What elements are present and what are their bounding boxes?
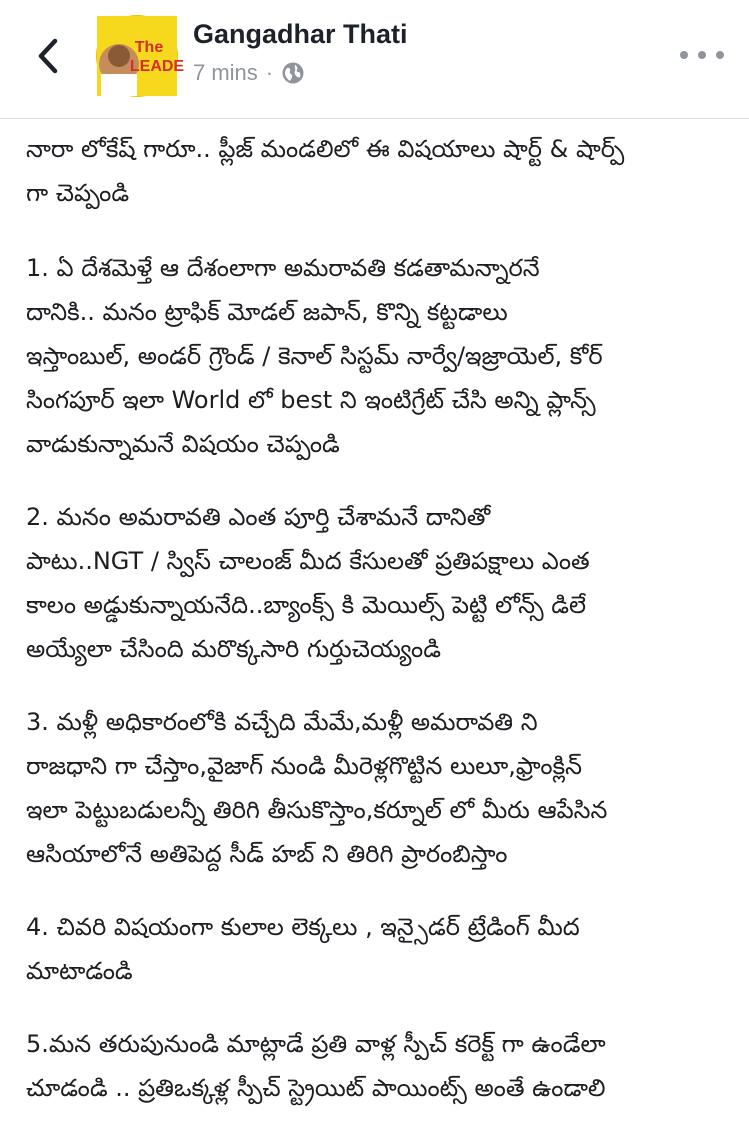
author-name[interactable]: Gangadhar Thati <box>193 19 408 49</box>
post-point-2 <box>26 495 738 671</box>
post-point-4 <box>26 905 738 993</box>
back-button[interactable] <box>30 36 66 76</box>
svg-text:The: The <box>134 39 164 56</box>
post-line: రాజధాని గా చేస్తాం,వైజాగ్ నుండి మీరెళ్లగొట్టిన లులూ,ఫ్రాంక్లిన్ <box>26 752 582 780</box>
post-line: ఆసియాలోనే అతిపెద్ద సీడ్ హబ్ ని తిరిగి ప్రారంబిస్తాం <box>26 840 508 868</box>
post-line: అయ్యేలా చేసింది మరొక్కసారి గుర్తుచెయ్యండి <box>26 635 441 663</box>
avatar[interactable] <box>96 15 185 97</box>
more-horizontal-icon <box>680 51 688 59</box>
post-point-3 <box>26 700 738 876</box>
post-line: కాలం అడ్డుకున్నాయనేది..బ్యాంక్స్ కి మెయిల్స్ పెట్టి లోన్స్ డిలే <box>26 591 587 619</box>
more-options-button[interactable] <box>680 40 724 70</box>
post-point-5 <box>26 1022 738 1110</box>
post-intro <box>26 127 738 215</box>
post-line: ఇలా పెట్టుబడులన్నీ తిరిగి తీసుకొస్తాం,కర్నూల్ లో మీరు ఆపేసిన <box>26 796 608 824</box>
chevron-left-icon <box>37 38 59 74</box>
post-line: 1. ఏ దేశమెళ్తే ఆ దేశంలాగా అమరావతి కడతామన్నారనే <box>26 254 540 282</box>
post-line: 3. మళ్లీ అధికారంలోకి వచ్చేది మేమే,మళ్లీ అమరావతి ని <box>26 708 538 736</box>
post-line: మాటాడండి <box>26 957 133 985</box>
meta-separator: · <box>265 60 274 85</box>
post-line: చూడండి .. ప్రతిఒక్కళ్ల స్పీచ్ స్ట్రెయిట్ పాయింట్స్ అంతే ఉండాలి <box>26 1074 606 1102</box>
more-horizontal-icon-dot <box>716 51 724 59</box>
svg-text:LEADE: LEADE <box>129 58 185 75</box>
avatar-image <box>97 16 185 96</box>
post-line: 4. చివరి విషయంగా కులాల లెక్కలు , ఇన్సైడర్ ట్రేడింగ్ మీద <box>26 913 580 941</box>
post-line: గా చెప్పండి <box>26 179 130 207</box>
post-time[interactable]: 7 mins <box>193 60 258 85</box>
post-line: సింగపూర్ ఇలా World లో best ని ఇంటిగ్రేట్ చేసి అన్ని ప్లాన్స్ <box>26 386 596 414</box>
post-meta <box>193 60 305 86</box>
post-line: 5.మన తరుపునుండి మాట్లాడే ప్రతి వాళ్ల స్పీచ్ కరెక్ట్ గా ఉండేలా <box>26 1030 606 1058</box>
post-line: 2. మనం అమరావతి ఎంత పూర్తి చేశామనే దానితో <box>26 503 491 531</box>
post-line: వాడుకున్నామనే విషయం చెప్పండి <box>26 430 340 458</box>
post-line: పాటు..NGT / స్విస్ చాలంజ్ మీద కేసులతో ప్రతిపక్షాలు ఎంత <box>26 547 590 575</box>
post-line: దానికి.. మనం ట్రాఫిక్ మోడల్ జపాన్, కొన్ని కట్టడాలు <box>26 298 508 326</box>
post-point-1 <box>26 246 738 466</box>
post-body <box>26 127 738 1139</box>
post-line: నారా లోకేష్ గారూ.. ప్లీజ్ మండలిలో ఈ విషయాలు షార్ట్ & షార్ప్ <box>26 135 625 163</box>
more-horizontal-icon-dot <box>698 51 706 59</box>
post-line: ఇస్తాంబుల్, అండర్ గ్రౌండ్ / కెనాల్ సిస్టమ్ నార్వే/ఇజ్రాయెల్, కోర్ <box>26 342 603 370</box>
post-header <box>0 0 749 119</box>
globe-icon <box>281 61 305 85</box>
